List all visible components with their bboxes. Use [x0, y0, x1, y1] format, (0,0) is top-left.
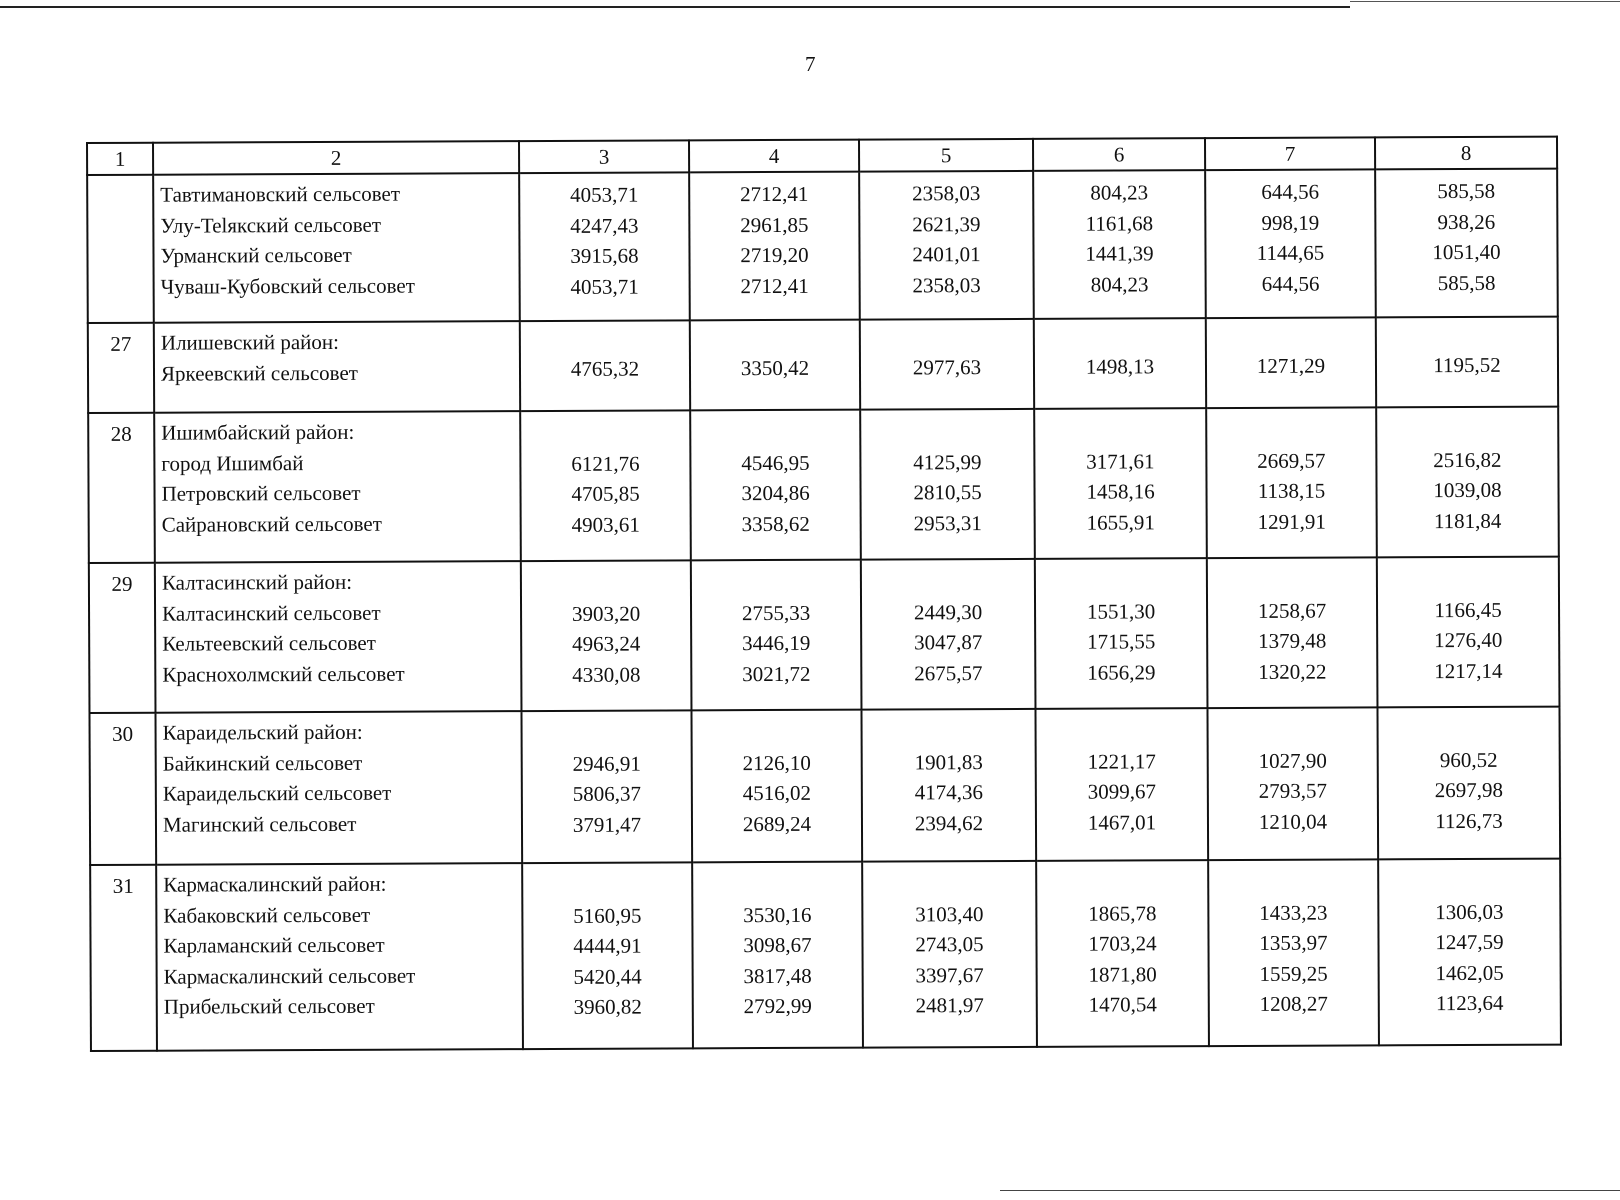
tariff-value: 1353,97 [1259, 930, 1328, 955]
value-cell-col-4 [691, 710, 862, 863]
row-number: 30 [89, 713, 156, 865]
tariff-value: 3098,67 [743, 932, 812, 958]
tariff-value: 4125,99 [913, 449, 982, 474]
settlement-name: Петровский сельсовет [161, 480, 361, 506]
district-spacer [1377, 414, 1557, 445]
municipality-names [156, 863, 523, 1051]
municipality-names [153, 173, 520, 323]
district-spacer [863, 716, 1035, 747]
settlement-name: Кабаковский сельсовет [163, 902, 371, 928]
tariff-value: 1871,80 [1088, 961, 1157, 987]
tariff-value: 1379,48 [1258, 628, 1327, 653]
district-spacer [521, 417, 689, 448]
value-cell-col-6 [1035, 708, 1208, 861]
settlement-name: Чуваш-Кубовский сельсовет [160, 273, 415, 299]
tariff-value: 2755,33 [741, 600, 811, 625]
table-row [90, 859, 1561, 1051]
tariff-value: 1498,13 [1085, 354, 1155, 379]
district-spacer [861, 416, 1033, 447]
tariff-value: 4903,61 [571, 512, 640, 537]
tariff-value: 4444,91 [573, 933, 642, 958]
tariff-value: 644,56 [1261, 271, 1320, 296]
tariff-value: 6121,76 [571, 451, 640, 476]
district-spacer [1379, 714, 1559, 745]
value-cell-col-8 [1375, 169, 1558, 318]
value-cell-col-3 [521, 710, 692, 863]
value-cell-col-7 [1208, 859, 1379, 1046]
value-cell-col-8 [1376, 317, 1558, 408]
district-spacer [1036, 565, 1206, 596]
tariff-value: 1208,27 [1259, 991, 1328, 1016]
tariff-value: 1551,30 [1086, 598, 1156, 624]
tariff-value: 1703,24 [1088, 931, 1157, 956]
tariff-value: 2793,57 [1258, 778, 1328, 803]
table-body [87, 169, 1561, 1051]
tariff-value: 2719,20 [740, 242, 809, 268]
value-cell-col-3 [520, 320, 690, 411]
value-cell-col-5 [860, 319, 1034, 410]
tariff-value: 1123,64 [1435, 990, 1504, 1016]
settlement-name: Прибельский сельсовет [163, 993, 375, 1019]
scan-edge-top-right [1350, 1, 1620, 2]
tariff-value: 3791,47 [572, 812, 642, 837]
tariff-table [86, 136, 1562, 1052]
district-spacer [1378, 564, 1558, 595]
tariff-value: 3903,20 [571, 601, 641, 626]
tariff-value: 2481,97 [915, 993, 984, 1018]
tariff-value: 1291,91 [1257, 509, 1326, 534]
value-cell-col-8 [1377, 707, 1560, 860]
tariff-value: 5160,95 [573, 903, 642, 928]
table-row [89, 557, 1560, 713]
tariff-value: 2516,82 [1433, 447, 1502, 472]
tariff-value: 1656,29 [1087, 659, 1156, 685]
district-spacer [523, 869, 691, 900]
table-row [87, 169, 1558, 323]
district-spacer [1035, 415, 1205, 446]
tariff-value: 1181,84 [1433, 508, 1502, 533]
value-cell-col-4 [689, 172, 860, 321]
tariff-value: 1470,54 [1088, 992, 1157, 1017]
tariff-value: 2977,63 [912, 354, 982, 380]
tariff-value: 4053,71 [570, 182, 639, 207]
district-spacer [1037, 867, 1207, 898]
value-cell-col-7 [1206, 407, 1377, 558]
district-name: Караидельский район: [162, 719, 363, 745]
scan-edge-top [0, 6, 1350, 8]
column-header: 5 [859, 139, 1033, 172]
tariff-value: 1138,15 [1257, 478, 1326, 503]
column-header: 4 [689, 140, 859, 173]
tariff-value: 3047,87 [914, 630, 983, 655]
district-spacer [1209, 714, 1377, 745]
district-spacer [691, 417, 859, 448]
tariff-value: 2669,57 [1257, 448, 1326, 473]
settlement-name: Кармаскалинский сельсовет [163, 963, 416, 989]
tariff-value: 2697,98 [1434, 777, 1504, 803]
row-number: 28 [88, 413, 155, 563]
tariff-value: 4330,08 [572, 662, 641, 687]
tariff-value: 4053,71 [570, 274, 639, 299]
tariff-value: 2810,55 [913, 480, 982, 505]
tariff-value: 1210,04 [1258, 809, 1328, 834]
table-row [89, 707, 1560, 865]
district-spacer [863, 868, 1035, 899]
district-spacer [1037, 715, 1207, 746]
tariff-value: 3960,82 [573, 994, 642, 1019]
column-header: 6 [1033, 138, 1205, 171]
value-cell-col-8 [1378, 859, 1561, 1046]
value-cell-col-4 [690, 410, 861, 561]
tariff-value: 1458,16 [1086, 479, 1155, 504]
tariff-value: 2712,41 [740, 181, 809, 207]
settlement-name: Калтасинский сельсовет [162, 600, 381, 626]
tariff-value: 644,56 [1261, 179, 1320, 204]
tariff-value: 4247,43 [570, 213, 639, 238]
tariff-value: 1027,90 [1258, 748, 1327, 773]
tariff-value: 1433,23 [1259, 900, 1328, 925]
tariff-value: 2689,24 [742, 811, 812, 836]
value-cell-col-5 [860, 409, 1035, 560]
tariff-value: 1217,14 [1434, 658, 1503, 683]
tariff-value: 2449,30 [913, 599, 983, 624]
tariff-value: 1144,65 [1256, 240, 1325, 265]
value-cell-col-5 [861, 559, 1036, 710]
tariff-value: 2401,01 [912, 242, 981, 267]
tariff-value: 1271,29 [1256, 353, 1326, 378]
district-spacer [693, 869, 861, 900]
column-header: 2 [153, 141, 519, 175]
tariff-value: 1441,39 [1085, 241, 1154, 266]
tariff-value: 804,23 [1090, 271, 1149, 297]
district-spacer [693, 717, 861, 748]
tariff-value: 2358,03 [912, 272, 981, 297]
tariff-value: 1039,08 [1433, 477, 1502, 503]
tariff-value: 1161,68 [1085, 210, 1154, 236]
settlement-name: город Ишимбай [161, 450, 304, 476]
tariff-value: 1126,73 [1435, 808, 1503, 833]
value-cell-col-6 [1036, 860, 1209, 1047]
tariff-value: 1276,40 [1434, 627, 1503, 653]
tariff-value: 3099,67 [1087, 779, 1157, 804]
district-name: Ишимбайский район: [161, 419, 355, 445]
tariff-value: 3103,40 [915, 901, 984, 926]
value-cell-col-6 [1033, 170, 1206, 319]
row-number: 31 [90, 865, 157, 1051]
tariff-value: 960,52 [1439, 747, 1498, 772]
tariff-value: 1320,22 [1258, 659, 1327, 684]
tariff-value: 2961,85 [740, 212, 809, 237]
tariff-value: 1901,83 [914, 749, 983, 774]
district-spacer [1379, 866, 1559, 897]
tariff-value: 4963,24 [572, 631, 641, 656]
tariff-value: 3350,42 [740, 355, 810, 380]
row-number: 29 [89, 563, 156, 713]
tariff-value: 3817,48 [743, 963, 812, 988]
tariff-value: 1258,67 [1257, 598, 1327, 623]
settlement-name: Караидельский сельсовет [162, 780, 392, 806]
tariff-value: 3358,62 [741, 511, 810, 536]
tariff-value: 585,58 [1437, 178, 1496, 204]
value-cell-col-6 [1034, 408, 1207, 559]
tariff-value: 1559,25 [1259, 961, 1328, 986]
municipality-names [155, 561, 522, 713]
tariff-value: 2621,39 [912, 211, 981, 236]
district-spacer [1209, 866, 1377, 897]
tariff-value: 4705,85 [571, 481, 640, 506]
tariff-value: 804,23 [1090, 180, 1149, 205]
tariff-value: 2743,05 [915, 932, 984, 957]
district-spacer [523, 717, 691, 748]
district-name: Кармаскалинский район: [163, 871, 387, 897]
value-cell-col-6 [1035, 558, 1208, 709]
tariff-value: 1221,17 [1087, 748, 1156, 774]
value-cell-col-8 [1376, 407, 1559, 558]
value-cell-col-4 [690, 320, 860, 411]
value-cell-col-5 [859, 171, 1034, 320]
tariff-value: 1306,03 [1435, 899, 1504, 924]
tariff-value: 1247,59 [1435, 929, 1504, 955]
value-cell-col-5 [861, 709, 1036, 862]
tariff-value: 4546,95 [741, 450, 810, 475]
column-header: 8 [1375, 137, 1557, 170]
settlement-name: Байкинский сельсовет [162, 750, 363, 776]
tariff-value: 4516,02 [742, 780, 812, 806]
value-cell-col-3 [521, 560, 692, 711]
tariff-value: 3915,68 [570, 243, 639, 268]
value-cell-col-4 [692, 862, 863, 1049]
page-number: 7 [805, 52, 816, 76]
value-cell-col-3 [522, 862, 693, 1049]
settlement-name: Карламанский сельсовет [163, 932, 385, 958]
tariff-value: 2792,99 [743, 993, 812, 1019]
value-cell-col-7 [1207, 557, 1378, 708]
tariff-value: 585,58 [1437, 270, 1496, 295]
municipality-names [155, 711, 522, 865]
value-cell-col-5 [862, 861, 1037, 1048]
settlement-name: Магинский сельсовет [162, 811, 357, 837]
settlement-name: Сайрановский сельсовет [161, 511, 382, 537]
tariff-value: 998,19 [1261, 210, 1320, 235]
column-header: 1 [87, 143, 153, 175]
tariff-value: 1655,91 [1086, 509, 1155, 535]
tariff-value: 2953,31 [913, 510, 982, 535]
column-header: 7 [1205, 137, 1375, 170]
row-number: 27 [88, 323, 154, 413]
value-cell-col-3 [519, 172, 690, 321]
tariff-value: 2712,41 [740, 273, 809, 298]
tariff-value: 4174,36 [914, 780, 984, 805]
scan-edge-bottom [1000, 1190, 1620, 1191]
tariff-value: 4765,32 [570, 356, 640, 381]
value-cell-col-7 [1207, 707, 1378, 860]
tariff-value: 2946,91 [572, 751, 641, 776]
tariff-value: 5420,44 [573, 964, 642, 989]
settlement-name: Яркеевский сельсовет [160, 360, 358, 386]
district-spacer [522, 567, 690, 598]
value-cell-col-7 [1205, 169, 1376, 318]
settlement-name: Краснохолмский сельсовет [162, 661, 405, 687]
tariff-value: 2675,57 [914, 660, 983, 685]
settlement-name: Урманский сельсовет [160, 242, 352, 268]
table-row [88, 407, 1559, 563]
tariff-value: 1195,52 [1433, 352, 1501, 377]
tariff-value: 1467,01 [1087, 809, 1157, 835]
district-spacer [692, 567, 860, 598]
district-spacer [862, 566, 1034, 597]
tariff-value: 3171,61 [1086, 448, 1155, 474]
settlement-name: Кельтеевский сельсовет [162, 630, 376, 656]
tariff-value: 5806,37 [572, 781, 642, 806]
tariff-value: 1462,05 [1435, 960, 1504, 985]
tariff-value: 3204,86 [741, 480, 810, 506]
municipality-names [154, 321, 520, 413]
value-cell-col-8 [1377, 557, 1560, 708]
settlement-name: Тавтимановский сельсовет [160, 181, 401, 207]
tariff-value: 938,26 [1437, 209, 1496, 234]
value-cell-col-7 [1206, 317, 1376, 408]
table-row [88, 317, 1558, 413]
tariff-value: 2126,10 [742, 750, 811, 775]
tariff-value: 1715,55 [1087, 629, 1156, 654]
municipality-names [154, 411, 521, 563]
tariff-value: 3397,67 [915, 962, 984, 987]
settlement-name: Улу-Telякский сельсовет [160, 212, 382, 238]
value-cell-col-3 [520, 410, 691, 561]
district-spacer [1207, 414, 1375, 445]
tariff-value: 3530,16 [743, 902, 812, 927]
tariff-value: 1865,78 [1088, 900, 1157, 926]
row-number [87, 175, 154, 323]
column-header: 3 [519, 140, 689, 173]
tariff-value: 1051,40 [1432, 239, 1501, 265]
district-name: Илишевский район: [160, 329, 339, 355]
value-cell-col-4 [691, 560, 862, 711]
district-spacer [1208, 564, 1376, 595]
tariff-value: 2358,03 [912, 181, 981, 206]
district-name: Калтасинский район: [161, 569, 353, 595]
tariff-value: 3021,72 [742, 661, 811, 686]
value-cell-col-6 [1034, 318, 1206, 409]
tariff-value: 1166,45 [1434, 597, 1502, 622]
tariff-value: 3446,19 [742, 630, 811, 656]
tariff-value: 2394,62 [914, 810, 984, 835]
